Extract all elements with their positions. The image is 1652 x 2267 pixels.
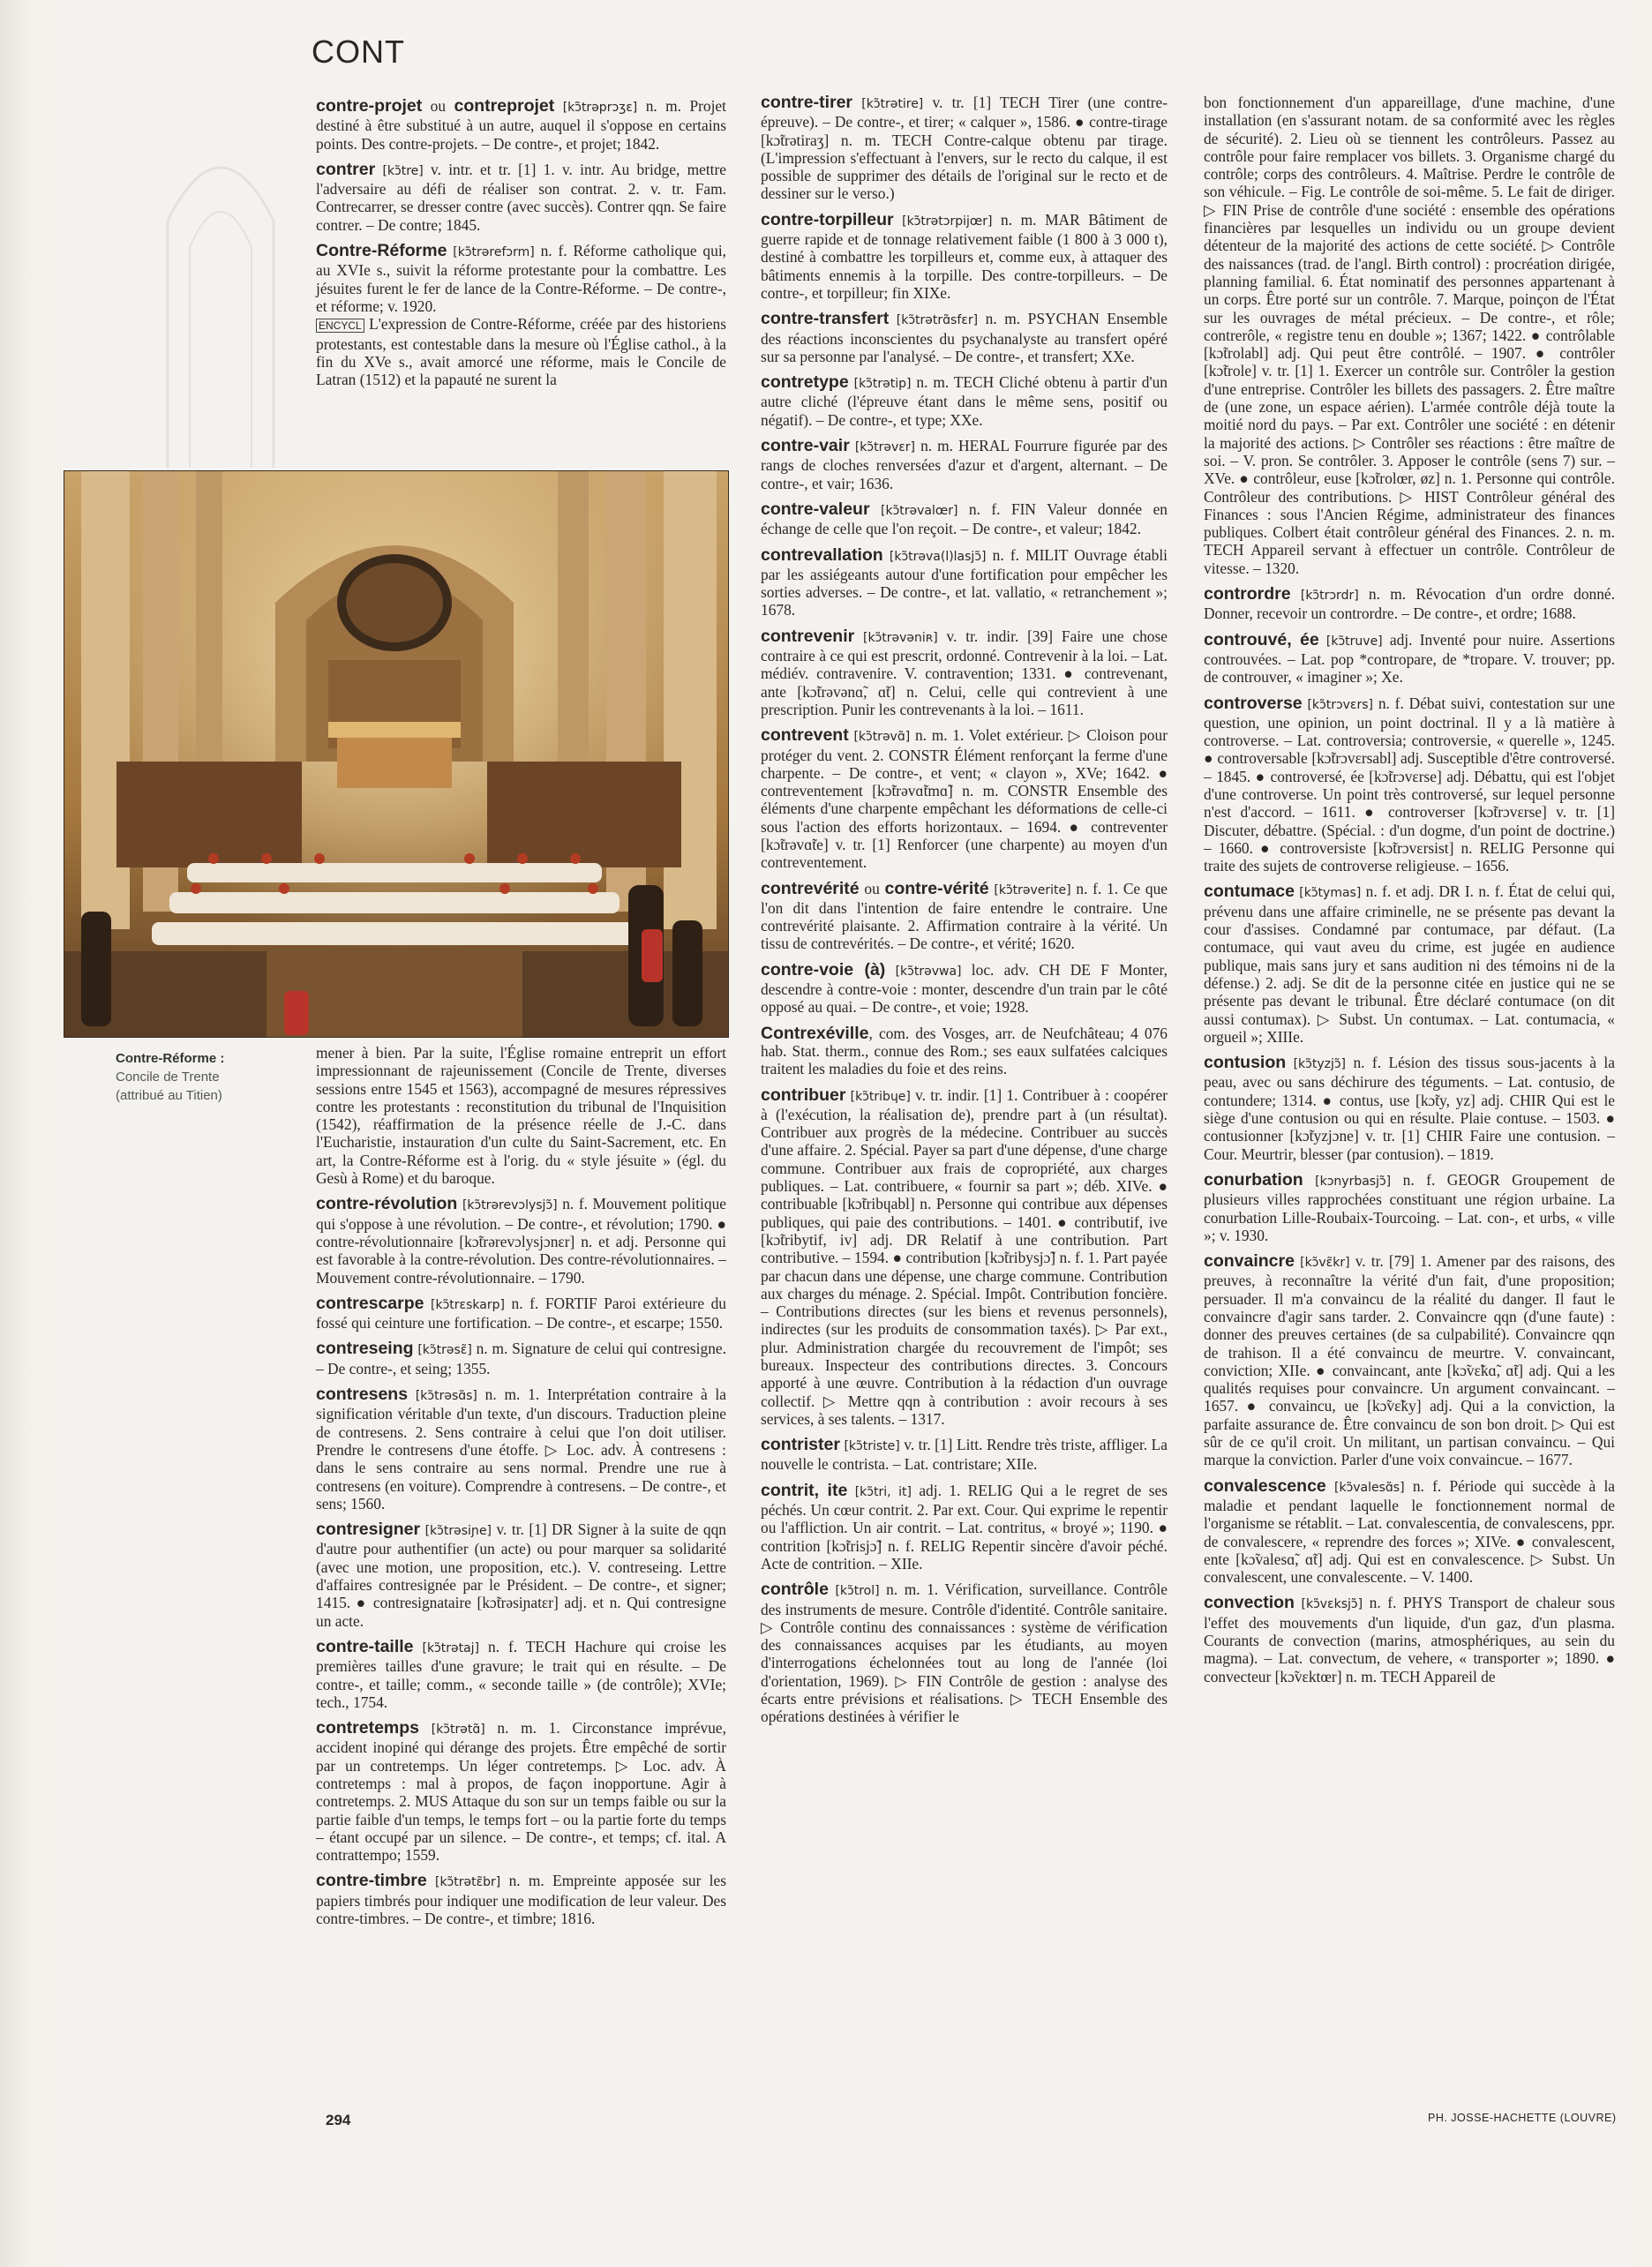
entry-contre-vair: contre-vair [kɔ̃trəvɛr] n. m. HERAL Fourrure figurée par des rangs de cloches renversées d'azur et d'argent, alternant. – De contre-, et vair; 1636. [761,436,1168,492]
entry-contusion: contusion [kɔ̃tyzjɔ̃] n. f. Lésion des tissus sous-jacents à la peau, avec ou sans déchirure des téguments. – Lat. contusio, de contundere; 1314. ● contus, use [kɔ̃ty, yz] adj. CHIR Qui est le siège d'une contusion ou qui en résulte. Plaie contuse. – 1503. ● contusionner [kɔ̃tyzjɔne] v. tr. [1] CHIR Faire une contusion. – Cour. Meurtrir, blesser (par contusion). – 1819. [1204,1053,1615,1163]
page-edge [0,0,28,2267]
entry-contrordre: contrordre [kɔ̃trɔrdr] n. m. Révocation d'un ordre donné. Donner, recevoir un contrordre. – De contre-, et ordre; 1688. [1204,584,1615,623]
entry-contreseing: contreseing [kɔ̃trəsɛ̃] n. m. Signature de celui qui contresigne. – De contre-, et seing; 1355. [316,1339,726,1377]
page-number: 294 [326,2112,351,2128]
entry-contre-torpilleur: contre-torpilleur [kɔ̃trətɔrpijœr] n. m. MAR Bâtiment de guerre rapide et de tonnage relativement faible (1 800 à 3 000 t), destiné à combattre les torpilleurs et, comme eux, à attaquer des bâtiments ennemis à la torpille. Des contre-torpilleurs. – De contre-, et torpilleur; fin XIXe. [761,209,1168,302]
entry-conurbation: conurbation [kɔnyrbasjɔ̃] n. f. GEOGR Groupement de plusieurs villes rapprochées constituant une région urbaine. La conurbation Lille-Roubaix-Tourcoing. – Lat. con-, et urbs, « ville »; v. 1930. [1204,1169,1615,1244]
entry-contre-revolution: contre-révolution [kɔ̃trərevɔlysjɔ̃] n. f. Mouvement politique qui s'oppose à une révolution. – De contre-, et révolution; 1790. ● contre-révolutionnaire [kɔ̃trərevɔlysjɔnɛr] n. et adj. Personne qui est favorable à la contre-révolution. Des contre-révolutionnaires. – Mouvement contre-révolutionnaire. – 1790. [316,1194,726,1287]
entry-convalescence: convalescence [kɔ̃valesɑ̃s] n. f. Période qui succède à la maladie et pendant laquelle le fonctionnement normal de l'organisme se rétablit. – Lat. convalescentia, de convalescens, ppr. de convalescere, « reprendre des forces »; XIVe. ● convalescent, ente [kɔ̃valesɑ̃, ɑ̃t] adj. Qui est en convalescence. ▷ Subst. Un convalescent, une convalescente. – V. 1400. [1204,1475,1615,1587]
entry-contreverite: contrevérité ou contre-vérité [kɔ̃trəverite] n. f. 1. Ce que l'on dit dans l'intention de faire entendre le contraire. Une contrevérité plaisante. 2. Affirmation contraire à la vérité. Un tissu de contrevérités. – De contre-, et vérité; 1620. [761,878,1168,953]
entry-controverse: controverse [kɔ̃trɔvɛrs] n. f. Débat suivi, contestation sur une question, une opinion, un point doctrinal. Il y a là matière à controverse. – Lat. controversia; controversie, « querelle », 1245. ● controversable [kɔ̃trɔvɛrsabl] adj. Susceptible d'être controversé. – 1845. ● controversé, ée [kɔ̃trɔvɛrse] adj. Débattu, qui est l'objet d'une controverse. Un point très controversé, sur lequel personne n'est d'accord. – 1611. ● controverser [kɔ̃trɔvɛrse] v. tr. [1] Discuter, débattre. (Spécial. : d'un dogme, d'un point de doctrine.) – 1660. ● controversiste [kɔ̃trɔvɛrsist] n. RELIG Personne qui traite des sujets de controverse religieuse. – 1656. [1204,693,1615,875]
entry-contretype: contretype [kɔ̃trətip] n. m. TECH Cliché obtenu à partir d'un autre cliché (l'épreuve étant dans le même sens, positif ou négatif). – De contre-, et type; XXe. [761,372,1168,429]
entry-contrexeville: Contrexéville, com. des Vosges, arr. de Neufchâteau; 4 076 hab. Stat. therm., connue des Rom.; ses eaux sulfatées calciques traitent les maladies du foie et des reins. [761,1023,1168,1078]
show-through-trace [150,97,291,468]
entry-contre-voie: contre-voie (à) [kɔ̃trəvwa] loc. adv. CH DE F Monter, descendre à contre-voie : monter, descendre d'un train par le côté opposé au quai. – De contre-, et voie; 1928. [761,959,1168,1017]
entry-contrescarpe: contrescarpe [kɔ̃trɛskarp] n. f. FORTIF Paroi extérieure du fossé qui ceinture une fortification. – De contre-, et escarpe; 1550. [316,1293,726,1332]
entry-contre-taille: contre-taille [kɔ̃trətaj] n. f. TECH Hachure qui croise les premières tailles d'une gravure; le trait qui en résulte. – De contre-, et taille; comm., « seconde taille » (de contrôle); XVIe; tech., 1754. [316,1636,726,1711]
column-1-top [316,97,726,396]
entry-contrister: contrister [kɔ̃triste] v. tr. [1] Litt. Rendre très triste, affliger. La nouvelle le contrista. – Lat. contristare; XIIe. [761,1435,1168,1474]
entry-contre-reforme: Contre-Réforme [kɔ̃trərefɔrm] n. f. Réforme catholique qui, au XVIe s., suivit la réforme protestante pour la combattre. Les jésuites furent le fer de lance de la Contre-Réforme. – De contre-, et réforme; v. 1920. ENCYCL L'expression de Contre-Réforme, créée par des historiens protestants, est contestable dans la mesure où l'Église cathol., à la fin du XVe s., avait amorcé une réforme, mais le Concile de Latran (1512) et la papauté ne surent la [316,241,726,389]
encyclopedic-tag: ENCYCL [316,319,364,333]
entry-controle-continuation: bon fonctionnement d'un appareillage, d'une machine, d'une installation (en s'assurant notam. de sa conformité avec les règles de sécurité). 2. Lieu où se tiennent les contrôleurs. Passez au contrôle pour faire remplacer vos billets. 3. Organisme chargé du contrôle; corps des contrôleurs. 4. Maîtrise. Perdre le contrôle de son véhicule. – Fig. Le contrôle de soi-même. 5. Le fait de diriger. ▷ FIN Prise de contrôle d'une société : ensemble des opérations financières par lesquelles un individu ou un groupe devient détenteur de la majorité des actions de cette société. ▷ Contrôle des naissances (trad. de l'angl. Birth control) : procréation dirigée, planning familial. 6. État nominatif des personnes appartenant à un corps. Être porté sur un contrôle. 7. Marque, poinçon de l'État sur les ouvrages de métal précieux. – De contre-, et rôle; contrerôle, « registre tenu en double »; 1367; 1422. ● contrôlable [kɔ̃trolabl] adj. Qui peut être contrôlé. – 1907. ● contrôler [kɔ̃trole] v. tr. [1] 1. Exercer un contrôle sur. Contrôler la gestion d'une entreprise. Contrôler les billets des passagers. 2. Être maître de (une zone, un espace aérien). L'armée contrôle déjà toute la moitié nord du pays. – Par ext. Contrôler une société : en détenir la majorité des actions. ▷ Contrôler ses réactions : être maître de soi. – V. pron. Se contrôler. 3. Apposer le contrôle (sens 7) sur. – XVe. ● contrôleur, euse [kɔ̃trolœr, øz] n. 1. Personne qui contrôle. Contrôleur des contributions. ▷ HIST Contrôleur général des Finances : sous l'Ancien Régime, administrateur des finances publiques. Colbert était contrôleur général des Finances. 2. n. m. TECH Appareil servant à effectuer un contrôle. Contrôleur de vitesse. – 1320. [1204,94,1615,577]
entry-contre-projet: contre-projet ou contreprojet [kɔ̃trəprɔʒɛ] n. m. Projet destiné à être substitué à un autre, auquel il s'oppose en certains points. Des contre-projets. – De contre-, et projet; 1842. [316,96,726,153]
entry-controuve: controuvé, ée [kɔ̃truve] adj. Inventé pour nuire. Assertions controuvées. – Lat. pop *contropare, de *tropare. V. trouver; pp. de controuver, « imaginer »; Xe. [1204,629,1615,687]
entry-contresens: contresens [kɔ̃trəsɑ̃s] n. m. 1. Interprétation contraire à la signification véritable d'un texte, d'un discours. Traduction pleine de contresens. 2. Sens contraire à celui que l'on doit utiliser. Prendre le contresens d'une étoffe. ▷ Loc. adv. À contresens : dans le sens contraire au sens normal. Prendre une rue à contresens (en voiture). Comprendre à contresens. – De contre-, et sens; 1560. [316,1385,726,1513]
column-3 [1204,94,1615,1693]
entry-contrevallation: contrevallation [kɔ̃trəva(l)lasjɔ̃] n. f. MILIT Ouvrage établi par les assiégeants autour d'une fortification pour empêcher les sorties adverses. – De contre-, et lat. vallatio, « retranchement »; 1678. [761,544,1168,619]
entry-controle: contrôle [kɔ̃trol] n. m. 1. Vérification, surveillance. Contrôle des instruments de mesure. Contrôle d'identité. Contrôle sanitaire. ▷ Contrôle continu des connaissances : système de vérification des connaissances acquises par les étudiants, au moyen d'interrogations échelonnées tout au long de l'année (loi d'orientation, 1969). ▷ FIN Contrôle de gestion : analyse des écarts entre prévisions et réalisations. ▷ TECH Ensemble des opérations destinées à vérifier le [761,1580,1168,1726]
entry-convaincre: convaincre [kɔ̃vɛ̃kr] v. tr. [79] 1. Amener par des raisons, des preuves, à reconnaître la vérité d'un fait, d'une proposition; persuader. Il m'a convaincu de la réalité du danger. Il faut le convaincre d'agir sans tarder. 2. Convaincre qqn (d'une faute) : donner des preuves certaines (de sa culpabilité). Convaincre qqn de trahison. Il a été convaincu de meurtre. V. convaincant, conviction; XIIe. ● convaincant, ante [kɔ̃vɛ̃kɑ̃, ɑ̃t] adj. Qui a les qualités requises pour convaincre. Un argument convaincant. – 1657. ● convaincu, ue [kɔ̃vɛ̃ky] adj. Qui a la conviction, la parfaite assurance de. Être convaincu de son bon droit. ▷ Qui est sûr de ce qu'il croit. Un militant, un partisan convaincu. – Qui marque la conviction. Parler d'une voix convaincue. – 1677. [1204,1251,1615,1469]
entry-contretemps: contretemps [kɔ̃trətɑ̃] n. m. 1. Circonstance imprévue, accident inopiné qui dérange des projets. Être empêché de sortir par un contretemps. Un léger contretemps. ▷ Loc. adv. À contretemps : mal à propos, de façon inopportune. Agir à contretemps. 2. MUS Attaque du son sur un temps faible ou sur la partie faible d'un temps, le temps fort – ou la partie forte du temps – étant occupé par un silence. – De contre-, et temps; cf. ital. A contrattempo; 1559. [316,1718,726,1865]
entry-contrer: contrer [kɔ̃tre] v. intr. et tr. [1] 1. v. intr. Au bridge, mettre l'adversaire au défi de réaliser son contrat. 2. v. tr. Fam. Contrecarrer, se dresser contre (avec succès). Contrer qqn. Se faire contrer. – De contre; 1845. [316,159,726,234]
entry-contresigner: contresigner [kɔ̃trəsiɲe] v. tr. [1] DR Signer à la suite de qqn d'autre pour authentifier (un acte) ou pour marquer sa solidarité (avec une motion, une proposition, etc.). V. contreseing. Lettre d'affaires contresignée par le Président. – De contre-, et signer; 1415. ● contresignataire [kɔ̃trəsiɲatɛr] adj. et n. Qui contresigne un acte. [316,1520,726,1630]
entry-convection: convection [kɔ̃vɛksjɔ̃] n. f. PHYS Transport de chaleur sous l'effet des mouvements d'un liquide, d'un gaz, d'un plasma. Courants de convection (marins, atmosphériques, au sein du magma). – Lat. convectum, de vehere, « transporter »; 1890. ● convecteur [kɔ̃vɛktœr] n. m. TECH Appareil de [1204,1593,1615,1685]
encyclopedic-continuation: mener à bien. Par la suite, l'Église romaine entreprit un effort impressionnant de rajeunissement (Concile de Trente, diverses sessions entre 1545 et 1563), accompagné de mesures répressives contre les protestants : reconstitution du tribunal de l'Inquisition (1542), réaffirmation de la présence réelle de J.-C. dans l'Eucharistie, instauration d'un culte du Saint-Sacrement, etc. En art, la Contre-Réforme est à l'orig. du « style jésuite » (égl. du Gesù à Rome) et du baroque. [316,1044,726,1188]
column-1-bottom [316,1044,726,1935]
painting-image [64,470,729,1038]
column-2 [761,94,1168,1734]
entry-contre-timbre: contre-timbre [kɔ̃trətɛ̃br] n. m. Empreinte apposée sur les papiers timbrés pour indiquer une modification de leur valeur. Des contre-timbres. – De contre-, et timbre; 1816. [316,1871,726,1928]
entry-contre-tirer: contre-tirer [kɔ̃trətire] v. tr. [1] TECH Tirer (une contre-épreuve). – De contre-, et tirer; « calquer », 1586. ● contre-tirage [kɔ̃trətiraʒ] n. m. TECH Contre-calque obtenu par tirage. (L'impression s'effectuant à l'envers, sur le recto du calque, il est possible de supprimer des détails de l'original sur le recto et de dessiner sur le verso.) [761,93,1168,203]
entry-contumace: contumace [kɔ̃tymas] n. f. et adj. DR I. n. f. État de celui qui, prévenu dans une affaire criminelle, ne se présente pas devant la cour d'assises. Condamné par contumace, par défaut. (La contumace, qui vaut aveu du crime, est jugée en audience publique, mais sans jury et sans audition ni des témoins ni de la défense.) 2. adj. Se dit de la personne citée en justice qui ne se présente pas devant le tribunal. Être déclaré contumace (on dit aussi contumax). ▷ Subst. Un contumax. – Lat. contumacia, « orgueil »; XIIIe. [1204,882,1615,1046]
guide-word: CONT [312,34,405,70]
figure-caption: Contre-Réforme : Concile de Trente (attribué au Titien) [116,1051,225,1103]
entry-contribuer: contribuer [kɔ̃tribɥe] v. tr. indir. [1] 1. Contribuer à : coopérer à (l'exécution, la réalisation de), prendre part à (un résultat). Contribuer aux progrès de la médecine. Contribuer au succès d'une affaire. 2. Spécial. Payer sa part d'une dépense, d'une charge commune. Contribuer aux frais de copropriété, aux charges publiques. – Lat. contribuere, « fournir sa part »; déb. XIVe. ● contribuable [kɔ̃tribɥabl] n. Personne qui contribue aux dépenses publiques, qui paie des contributions. – 1401. ● contributif, ive [kɔ̃tribytif, iv] adj. DR Relatif à une contribution. Part contributive. – 1594. ● contribution [kɔ̃tribysjɔ̃] n. f. 1. Part payée par chacun dans une dépense, une charge commune. Contribution aux charges du ménage. 2. Spécial. Impôt. Contribution foncière. – Contributions directes (sur les biens et revenus personnels), indirectes (sur les produits de consommation taxés). ▷ Par ext., plur. Administration chargée du recouvrement de l'impôt; ses bureaux. Inspecteur des contributions directes. 3. Concours apporté à une œuvre. Contribution à la rédaction d'un ouvrage collectif. ▷ Mettre qqn à contribution : avoir recours à ses services, à ses talents. – 1317. [761,1085,1168,1428]
entry-contrevent: contrevent [kɔ̃trəvɑ̃] n. m. 1. Volet extérieur. ▷ Cloison pour protéger du vent. 2. CONSTR Élément renforçant la ferme d'une charpente. – De contre-, et vent; « clayon », XVe; 1642. ● contreventement [kɔ̃trəvɑ̃tmɑ̃] n. m. CONSTR Ensemble des éléments d'une charpente empêchant les déformations de celle-ci sous l'action des efforts horizontaux. – 1694. ● contreventer [kɔ̃trəvɑ̃te] v. tr. [1] Renforcer (une charpente) au moyen d'un contreventement. [761,725,1168,872]
entry-contre-transfert: contre-transfert [kɔ̃trətrɑ̃sfɛr] n. m. PSYCHAN Ensemble des réactions inconscientes du psychanalyste au transfert opéré sur sa personne par l'analysé. – De contre-, et transfert; XXe. [761,309,1168,365]
council-of-trent-painting [64,470,729,1038]
entry-contrit: contrit, ite [kɔ̃tri, it] adj. 1. RELIG Qui a le regret de ses péchés. Un cœur contrit. 2. Par ext. Cour. Qui exprime le repentir ou l'affliction. Un air contrit. – Lat. contritus, « broyé »; 1190. ● contrition [kɔ̃trisjɔ̃] n. f. RELIG Repentir sincère d'avoir péché. Acte de contrition. – XIIe. [761,1480,1168,1573]
entry-contre-valeur: contre-valeur [kɔ̃trəvalœr] n. f. FIN Valeur donnée en échange de celle que l'on reçoit. – De contre-, et valeur; 1842. [761,499,1168,538]
entry-contrevenir: contrevenir [kɔ̃trəvəniʀ] v. tr. indir. [39] Faire une chose contraire à ce qui est prescrit, ordonné. Contrevenir à la loi. – Lat. médiév. contravenire. V. contravention; 1331. ● contrevenant, ante [kɔ̃trəvənɑ̃, ɑ̃t] n. Celui, celle qui contrevient à une prescription. Punir les contrevenants à la loi. – 1611. [761,626,1168,718]
photo-credit: PH. JOSSE-HACHETTE (LOUVRE) [1428,2112,1617,2124]
